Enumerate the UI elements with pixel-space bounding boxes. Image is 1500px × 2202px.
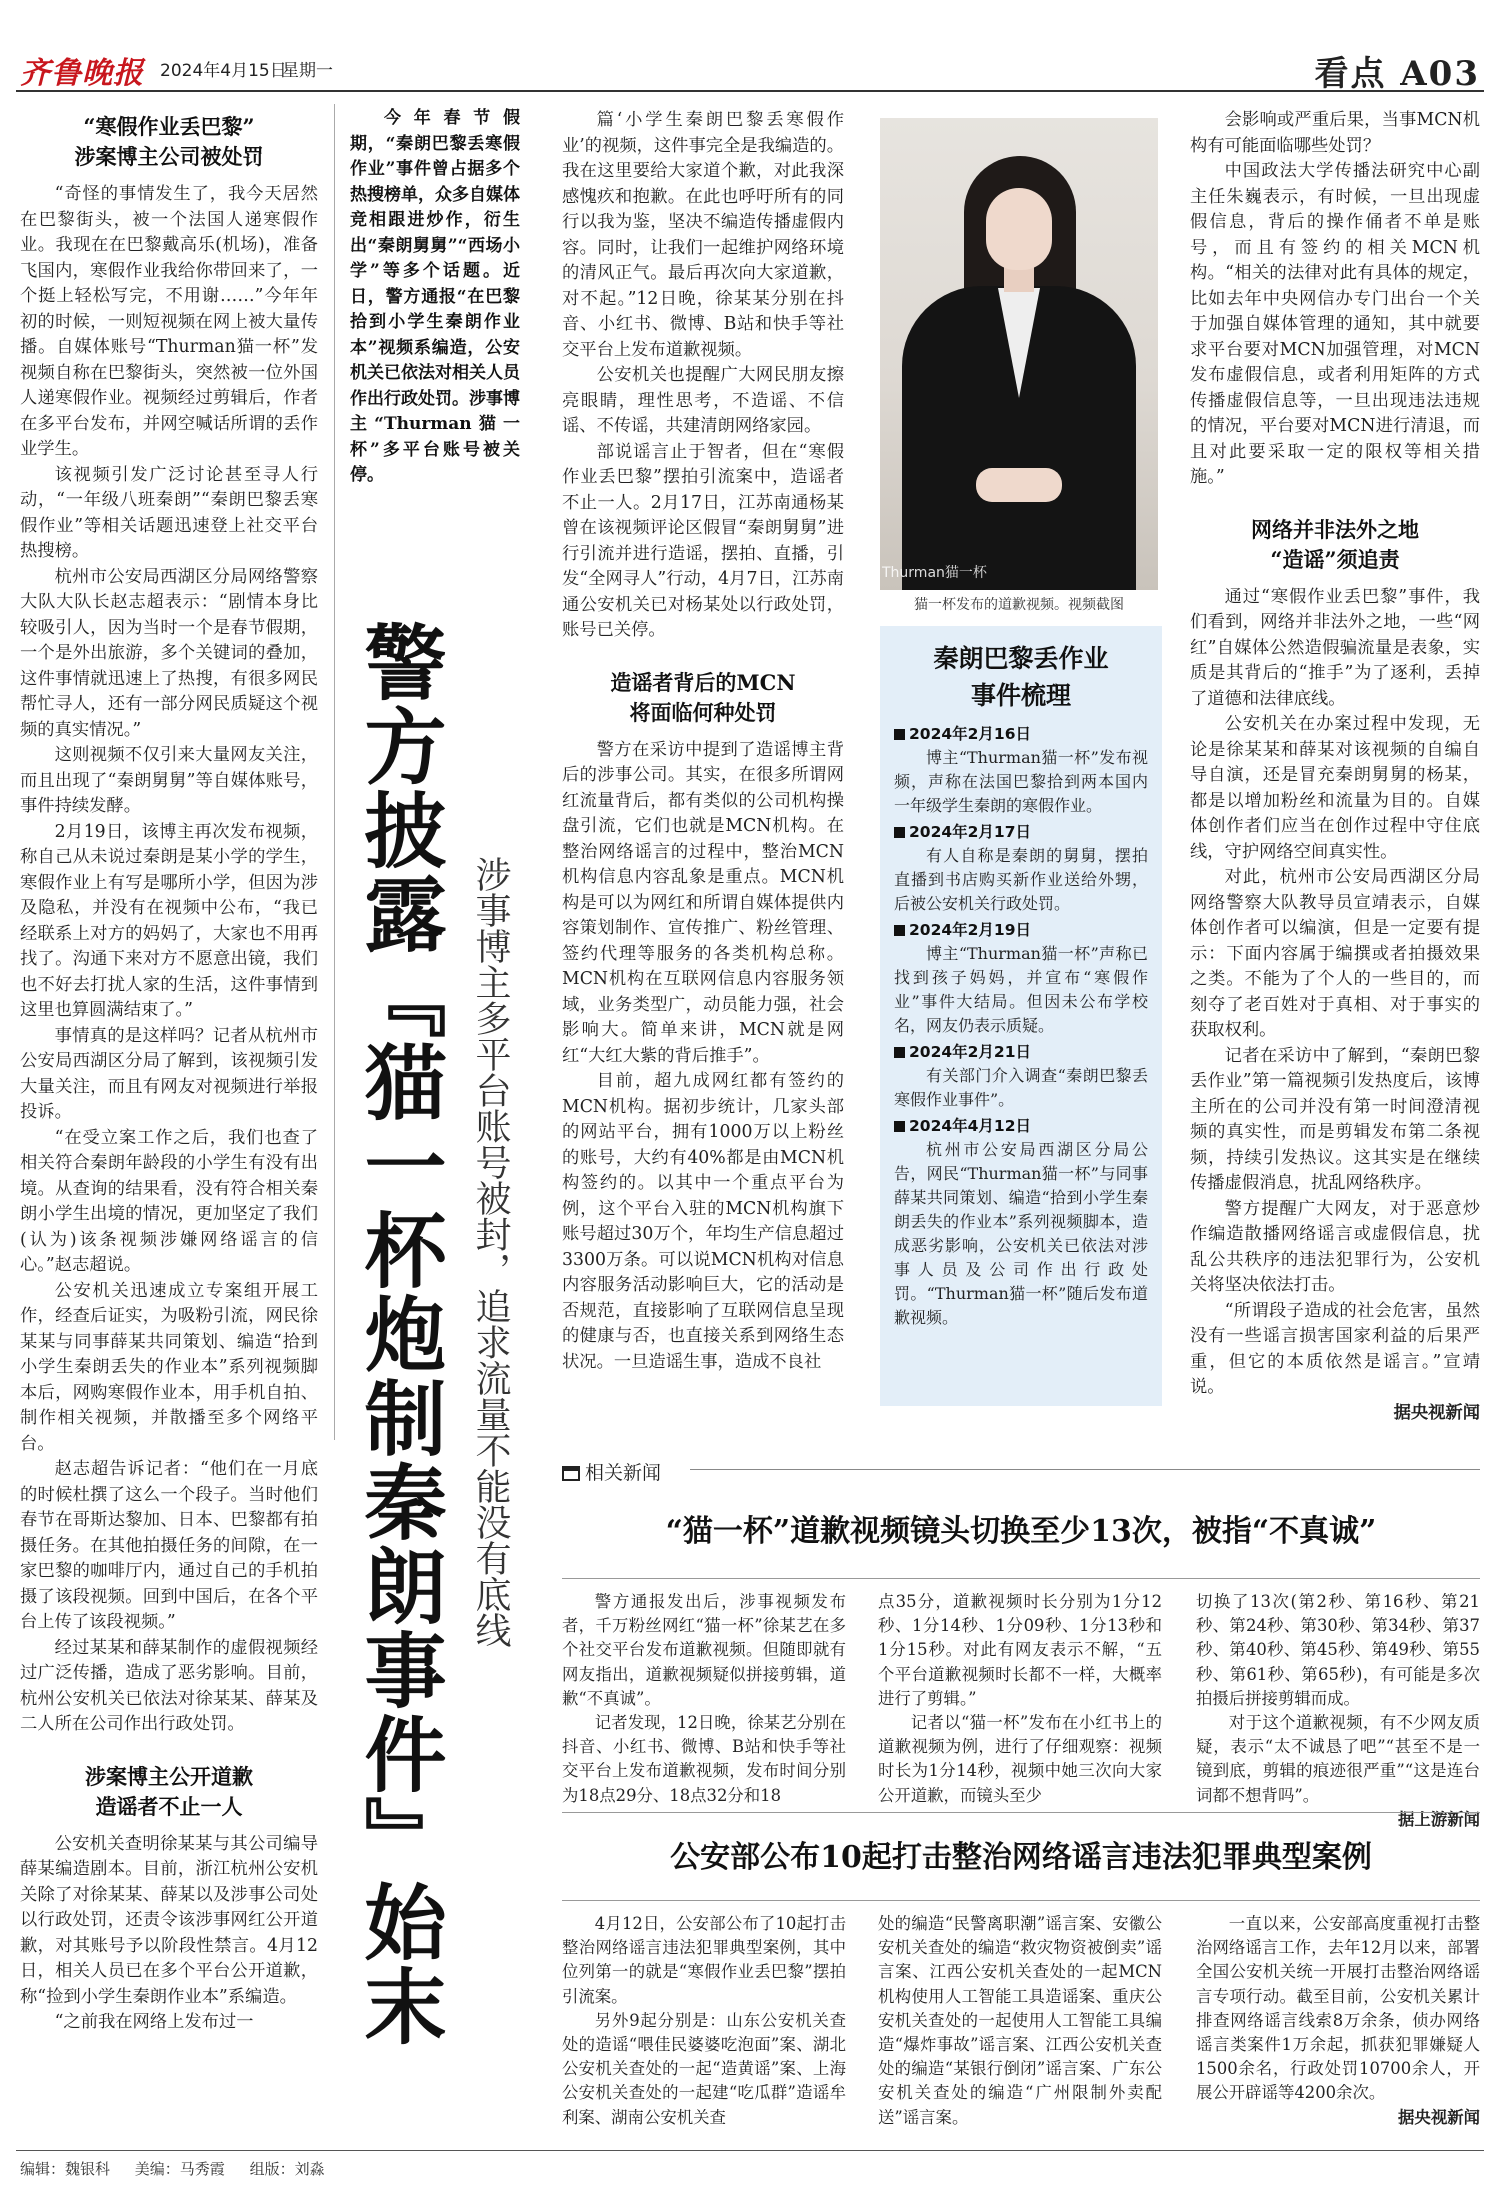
paragraph: 公安机关查明徐某某与其公司编导薛某编造剧本。目前，浙江杭州公安机关除了对徐某某、薛某以及涉事公司处以行政处罚，还责令该涉事网红公开道歉，对其账号予以阶段性禁言。4月12日，相关人员已在多个平台公开道歉，称“捡到小学生秦朗作业本”系编造。 (20, 1833, 318, 2007)
paragraph: 公安机关迅速成立专案组开展工作，经查后证实，为吸粉引流，网民徐某某与同事薛某共同策划、编造“拾到小学生秦朗丢失的作业本”系列视频脚本后，网购寒假作业本，用手机自拍、制作相关视频，并散播至多个网络平台。 (20, 1280, 318, 1454)
lead-paragraph: 今年春节假期，“秦朗巴黎丢寒假作业”事件曾占据多个热搜榜单，众多自媒体竞相跟进炒作，衍生出“秦朗舅舅”“西场小学”等多个话题。近日，警方通报“在巴黎拾到小学生秦朗作业本”视频系编造，公安机关已依法对相关人员作出行政处罚。涉事博主“Thurman猫一杯”多平台账号被关停。 (350, 108, 520, 485)
paragraph: 警方提醒广大网友，对于恶意炒作编造散播网络谣言或虚假信息，扰乱公共秩序的违法犯罪行为，公安机关将坚决依法打击。 (1190, 1198, 1480, 1295)
related-news-rule (690, 1469, 1480, 1470)
paragraph: 另外9起分别是：山东公安机关查处的造谣“喂佳民婆婆吃泡面”案、湖北公安机关查处的一起“造黄谣”案、上海公安机关查处的一起建“吃瓜群”造谣牟利案、湖南公安机关查 (562, 2010, 846, 2127)
page-credits (20, 2158, 345, 2179)
article-lead (350, 106, 520, 489)
column-divider (334, 104, 335, 1440)
paragraph: 点35分，道歉视频时长分别为1分12秒、1分14秒、1分09秒、1分13秒和1分15秒。对此有网友表示不解，“五个平台道歉视频时长都不一样，大概率进行了剪辑。” (878, 1592, 1162, 1708)
related-news-tag (562, 1458, 661, 1485)
article-column-5 (1190, 108, 1480, 1426)
paragraph: 中国政法大学传播法研究中心副主任朱巍表示，有时候，一旦出现虚假信息，背后的操作俑者不单是账号，而且有签约的相关MCN机构。“相关的法律对此有具体的规定，比如去年中央网信办专门出台一个关于加强自媒体管理的通知，其中就要求平台要对MCN加强管理，对MCN发布虚假信息，或者利用矩阵的方式传播虚假信息等，一旦出现违法违规的情况，平台要对MCN进行清退，而且对此要采取一定的限权等相关措施。” (1190, 161, 1480, 487)
related-column-3 (1196, 1590, 1480, 1832)
paragraph: “在受立案工作之后，我们也查了相关符合秦朗年龄段的小学生有没有出境。从查询的结果看，没有符合相关秦朗小学生出境的情况，更加坚定了我们(认为)该条视频涉嫌网络谣言的信心。”赵志超说。 (20, 1127, 318, 1275)
paragraph: 公安机关也提醒广大网民朋友擦亮眼睛，理性思考，不造谣、不信谣、不传谣，共建清朗网络家园。 (562, 365, 844, 436)
paragraph: 对于这个道歉视频，有不少网友质疑，表示“太不诚恳了吧”“甚至不是一镜到底，剪辑的痕迹很严重”“这是连台词都不想背吗”。 (1196, 1713, 1480, 1805)
paragraph: 该视频引发广泛讨论甚至寻人行动，“一年级八班秦朗”“秦朗巴黎丢寒假作业”等相关话题迅速登上社交平台热搜榜。 (20, 464, 318, 561)
paragraph: 事情真的是这样吗？记者从杭州市公安局西湖区分局了解到，该视频引发大量关注，而且有网友对视频进行举报投诉。 (20, 1025, 318, 1122)
headline-rule (562, 1900, 1480, 1901)
related-column-1 (562, 1590, 846, 1808)
paragraph: 记者以“猫一杯”发布在小红书上的道歉视频为例，进行了仔细观察：视频时长为1分14秒，视频中她三次向大家公开道歉，而镜头至少 (878, 1713, 1162, 1805)
sub-headline: 涉事博主多平台账号被封，追求流量不能没有底线 (470, 856, 511, 1648)
timeline-text: 有关部门介入调查“秦朗巴黎丢寒假作业事件”。 (894, 1066, 1148, 1109)
apology-video-photo (880, 118, 1158, 590)
paragraph: 赵志超告诉记者：“他们在一月底的时候杜撰了这么一个段子。当时他们春节在哥斯达黎加、日本、巴黎都有拍摄任务。在其他拍摄任务的间隙，在一家巴黎的咖啡厅内，通过自己的手机拍摄了该段视频。回到中国后，在各个平台上传了该段视频。” (20, 1459, 318, 1632)
credit-editor: 编辑：魏银科 (20, 2160, 111, 2178)
cases-column-2 (878, 1912, 1162, 2130)
photo-hands (976, 468, 1062, 502)
timeline-text: 有人自称是秦朗的舅舅，摆拍直播到书店购买新作业送给外甥，后被公安机关行政处罚。 (894, 846, 1148, 913)
paragraph: 这则视频不仅引来大量网友关注，而且出现了“秦朗舅舅”等自媒体账号，事件持续发酵。 (20, 745, 318, 816)
paragraph: “所谓段子造成的社会危害，虽然没有一些谣言损害国家利益的后果严重，但它的本质依然是谣言。”宣靖说。 (1190, 1300, 1480, 1397)
paragraph: 经过某某和薛某制作的虚假视频经过广泛传播，造成了恶劣影响。目前，杭州公安机关已依法对徐某某、薛某及二人所在公司作出行政处罚。 (20, 1637, 318, 1734)
timeline-item (894, 1040, 1148, 1112)
paragraph: 目前，超九成网红都有签约的MCN机构。据初步统计，几家头部的网站平台，拥有1000万以上粉丝的账号，大约有40%都是由MCN机构签约的。以其中一个重点平台为例，这个平台入驻的MCN机构旗下账号超过30万个，年均生产信息超过3300万条。可以说MCN机构对信息内容服务活动影响巨大，它的活动是否规范，直接影响了互联网信息呈现的健康与否，也直接关系到网络生态状况。一旦造谣生事，造成不良社 (562, 1071, 844, 1372)
top-rule (16, 90, 1484, 92)
paragraph: 杭州市公安局西湖区分局网络警察大队大队长赵志超表示：“剧情本身比较吸引人，因为当时一个是春节假期，一个是外出旅游，多个关键词的叠加，这件事情就迅速上了热搜，有很多网民帮忙寻人，还有一部分网民质疑这个视频的真实情况。” (20, 566, 318, 740)
photo-watermark: Thurman猫一杯 (882, 565, 987, 581)
timeline-item (894, 722, 1148, 818)
paragraph: 切换了13次(第2秒、第16秒、第21秒、第24秒、第30秒、第34秒、第37秒、第40秒、第45秒、第49秒、第55秒、第61秒、第65秒)，有可能是多次拍摄后拼接剪辑而成。 (1196, 1592, 1480, 1708)
article-source: 据央视新闻 (1398, 2107, 1480, 2127)
issue-date: 2024年4月15日 (160, 61, 287, 81)
related-news-label: 相关新闻 (585, 1462, 662, 1484)
article-column-3 (562, 108, 844, 1375)
article-source: 据央视新闻 (1393, 1402, 1480, 1423)
paragraph: “之前我在网络上发布过一 (54, 2012, 254, 2032)
bottom-rule (16, 2150, 1484, 2151)
timeline-date: 2024年2月17日 (894, 820, 1148, 844)
timeline-date: 2024年2月19日 (894, 918, 1148, 942)
photo-face (986, 188, 1052, 270)
paragraph: 记者在采访中了解到，“秦朗巴黎丢作业”第一篇视频引发热度后，该博主所在的公司并没有第一时间澄清视频的真实性，而是剪辑发布第二条视频，持续引发热议。这其实是在继续传播虚假消息，扰乱网络秩序。 (1190, 1045, 1480, 1193)
section-heading: “寒假作业丢巴黎” 涉案博主公司被处罚 (74, 114, 264, 169)
timeline-date: 2024年2月21日 (894, 1040, 1148, 1064)
timeline-item (894, 820, 1148, 916)
timeline-item (894, 1114, 1148, 1330)
timeline-text: 杭州市公安局西湖区分局公告，网民“Thurman猫一杯”与同事薛某共同策划、编造“拾到小学生秦朗丢失的作业本”系列视频脚本，造成恶劣影响，公安机关已依法对涉事人员及公司作出行政处罚。“Thurman猫一杯”随后发布道歉视频。 (894, 1140, 1148, 1327)
related-column-2 (878, 1590, 1162, 1808)
article-column-1 (20, 108, 318, 2036)
event-timeline-box (880, 626, 1162, 1406)
photo-caption: 猫一杯发布的道歉视频。视频截图 (914, 597, 1124, 613)
newspaper-logo: 齐鲁晚报 (20, 56, 144, 91)
timeline-title: 秦朗巴黎丢作业 事件梳理 (933, 644, 1109, 710)
masthead (20, 44, 1480, 94)
paragraph: 部说谣言止于智者，但在“寒假作业丢巴黎”摆拍引流案中，造谣者不止一人。2月17日，江苏南通杨某曾在该视频评论区假冒“秦朗舅舅”进行引流并进行造谣，摆拍、直播，引发“全网寻人”行动，4月7日，江苏南通公安机关已对杨某处以行政处罚，账号已关停。 (562, 441, 844, 640)
paragraph: “奇怪的事情发生了，我今天居然在巴黎街头，被一个法国人递寒假作业。我现在在巴黎戴高乐(机场)，准备飞国内，寒假作业我给你带回来了，一个挺上轻松写完，不用谢……”今年年初的时候，一则短视频在网上被大量传播。自媒体账号“Thurman猫一杯”发视频自称在巴黎街头，突然被一位外国人递寒假作业。视频经过剪辑后，作者在多平台发布，并网空喊话所谓的丢作业学生。 (20, 184, 318, 459)
timeline-text: 博主“Thurman猫一杯”发布视频，声称在法国巴黎拾到两本国内一年级学生秦朗的寒假作业。 (894, 748, 1148, 815)
paragraph: 公安机关在办案过程中发现，无论是徐某某和薛某对该视频的自编自导自演，还是冒充秦朗舅舅的杨某，都是以增加粉丝和流量为目的。自媒体创作者们应当在创作过程中守住底线，守护网络空间真实性。 (1190, 714, 1480, 862)
section-heading: 网络并非法外之地 “造谣”须追责 (1251, 516, 1419, 572)
section-heading: 造谣者背后的MCN 将面临何种处罚 (610, 669, 796, 725)
paragraph: 对此，杭州市公安局西湖区分局网络警察大队教导员宣靖表示，自媒体创作者可以编演，但是一定要有提示：下面内容属于编撰或者拍摄效果之类。不能为了个人的一些目的，而刻夺了老百姓对于真相、对于事实的获取权利。 (1190, 867, 1480, 1040)
credit-designer: 美编：马秀霞 (134, 2160, 225, 2178)
timeline-date: 2024年4月12日 (894, 1114, 1148, 1138)
paragraph: 会影响或严重后果，当事MCN机构有可能面临哪些处罚？ (1190, 110, 1480, 156)
paragraph: 通过“寒假作业丢巴黎”事件，我们看到，网络并非法外之地，一些“网红”自媒体公然造假骗流量是表象，实质是其背后的“推手”为了逐利，丢掉了道德和法律底线。 (1190, 586, 1480, 709)
cases-column-3 (1196, 1912, 1480, 2130)
page-label: 看点 A03 (1314, 54, 1480, 94)
related-headline-1: “猫一杯”道歉视频镜头切换至少13次，被指“不真诚” (665, 1514, 1377, 1549)
paragraph: 记者发现，12日晚，徐某艺分别在抖音、小红书、微博、B站和快手等社交平台上发布道歉视频，发布时间分别为18点29分、18点32分和18 (562, 1713, 846, 1805)
credit-layout: 组版：刘淼 (249, 2160, 325, 2178)
paragraph: 警方在采访中提到了造谣博主背后的涉事公司。其实，在很多所谓网红流量背后，都有类似的公司机构操盘引流，它们也就是MCN机构。在整治网络谣言的过程中，整治MCN机构信息内容乱象是重点。MCN机构是可以为网红和所谓自媒体提供内容策划制作、宣传推广、粉丝管理、签约代理等服务的各类机构总称。MCN机构在互联网信息内容服务领域，业务类型广，动员能力强，社会影响大。简单来讲，MCN就是网红“大红大紫的背后推手”。 (562, 739, 844, 1066)
timeline-item (894, 918, 1148, 1038)
paragraph: 警方通报发出后，涉事视频发布者，千万粉丝网红“猫一杯”徐某艺在多个社交平台发布道歉视频。但随即就有网友指出，道歉视频疑似拼接剪辑，道歉“不真诚”。 (562, 1592, 846, 1708)
related-headline-2: 公安部公布10起打击整治网络谣言违法犯罪典型案例 (670, 1840, 1372, 1875)
timeline-date: 2024年2月16日 (894, 722, 1148, 746)
paragraph: 篇‘小学生秦朗巴黎丢寒假作业’的视频，这件事完全是我编造的。我在这里要给大家道个歉，对此我深感愧疚和抱歉。在此也呼吁所有的同行以我为鉴，坚决不编造传播虚假内容。同时，让我们一起维护网络环境的清风正气。最后再次向大家道歉，对不起。”12日晚，徐某某分别在抖音、小红书、微博、B站和快手等社交平台上发布道歉视频。 (562, 110, 844, 360)
paragraph: 一直以来，公安部高度重视打击整治网络谣言工作，去年12月以来，部署全国公安机关统一开展打击整治网络谣言专项行动。截至目前，公安机关累计排查网络谣言线索8万余条，侦办网络谣言类案件1万余起，抓获犯罪嫌疑人1500余名，行政处罚10700余人，开展公开辟谣等4200余次。 (1196, 1914, 1480, 2103)
paragraph: 处的编造“民警离职潮”谣言案、安徽公安机关查处的编造“救灾物资被倒卖”谣言案、江西公安机关查处的一起MCN机构使用人工智能工具造谣案、重庆公安机关查处的一起使用人工智能工具编造“爆炸事故”谣言案、江西公安机关查处的编造“某银行倒闭”谣言案、广东公安机关查处的编造“广州限制外卖配送”谣言案。 (878, 1914, 1162, 2127)
timeline-text: 博主“Thurman猫一杯”声称已找到孩子妈妈，并宣布“寒假作业”事件大结局。但因未公布学校名，网友仍表示质疑。 (894, 944, 1148, 1035)
paragraph: 2月19日，该博主再次发布视频，称自己从未说过秦朗是某小学的学生，寒假作业上有写是哪所小学，但因为涉及隐私，并没有在视频中公布，“我已经联系上对方的妈妈了，大家也不用再找了。沟通下来对方不愿意出镜，我们也不好去打扰人家的生活，这件事情到这里也算圆满结束了。” (20, 821, 318, 1020)
section-heading: 涉案博主公开道歉 造谣者不止一人 (85, 1763, 253, 1819)
related-news-icon (562, 1466, 580, 1481)
main-headline: 警方披露『猫一杯炮制秦朗事件』始末 (351, 620, 447, 2048)
paragraph: 4月12日，公安部公布了10起打击整治网络谣言违法犯罪典型案例，其中位列第一的就是“寒假作业丢巴黎”摆拍引流案。 (562, 1914, 846, 2006)
article-source: 据上游新闻 (1398, 1809, 1480, 1829)
headline-rule (562, 1578, 1480, 1579)
cases-column-1 (562, 1912, 846, 2130)
issue-weekday: 星期一 (282, 61, 333, 81)
section-rule (562, 1812, 1480, 1813)
